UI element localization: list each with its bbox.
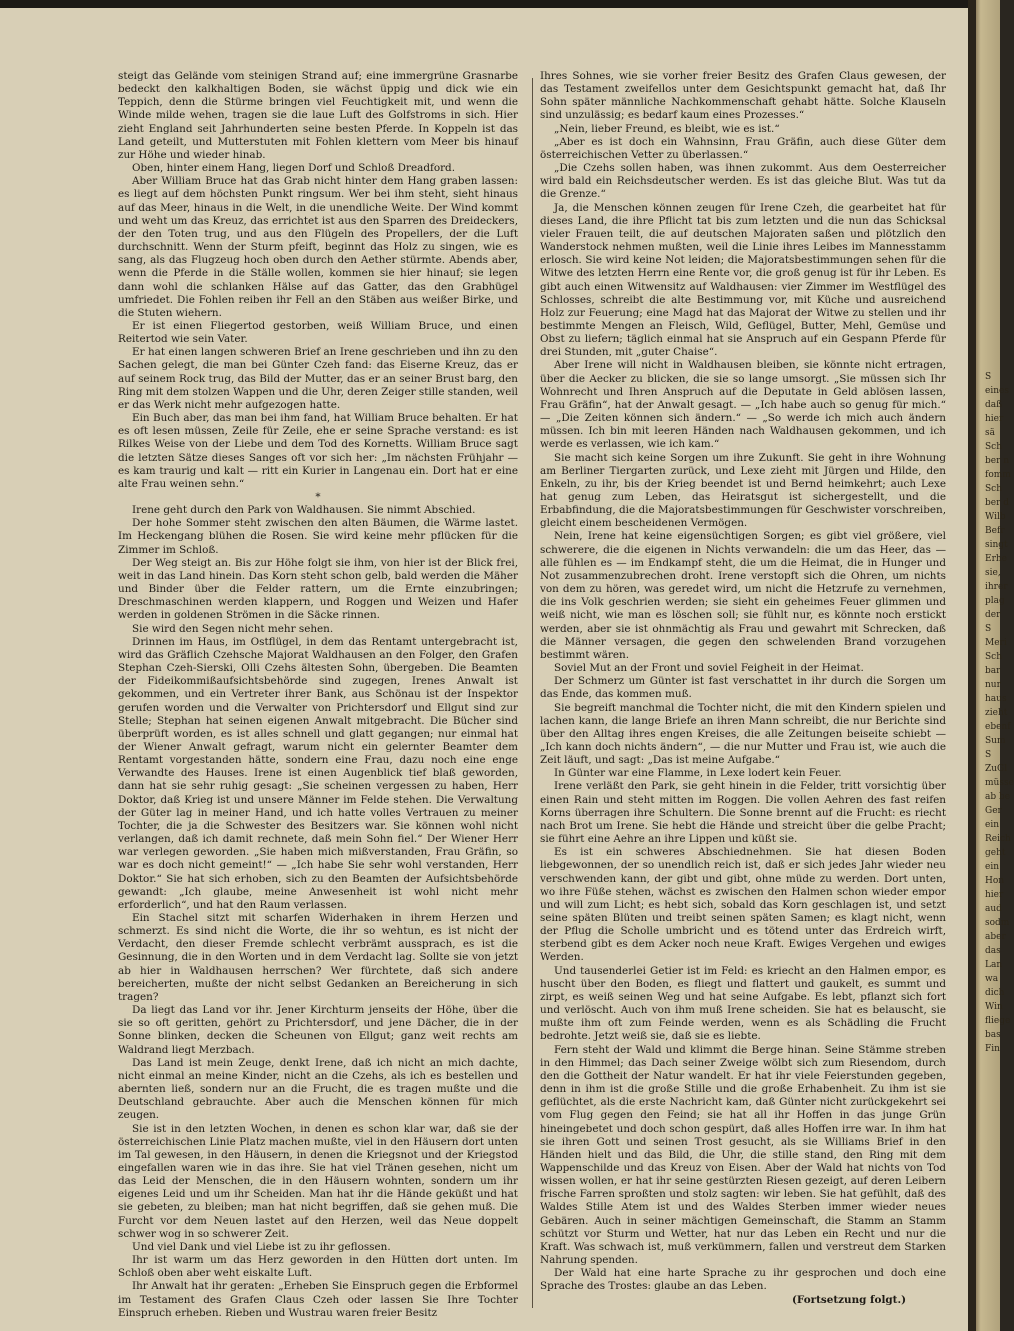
paragraph: Soviel Mut an der Front und soviel Feigheit in der Heimat. [554, 662, 864, 675]
paragraph: steigt das Gelände vom steinigen Strand auf; eine immergrüne Grasnarbe bedeckt den kalkhaltigen Boden, sie wächst üppig und dick wie ein Teppich, denn die Stürme bringen viel Feuchtigkeit mit, und wenn die Winde milde wehen, tragen sie die laue Luft des Golfstroms in sich. Hier zieht England seit Jahrhunderten seine besten Pferde. In Koppeln ist das Land geteilt, und Mutterstuten mit Fohlen klettern vom Meer bis hinauf zur Höhe und wieder hinab. [118, 70, 518, 161]
edge-fragment: der [985, 610, 1001, 620]
paragraph: Ein Stachel sitzt mit scharfen Widerhaken in ihrem Herzen und schmerzt. Es sind nicht die Worte, die ihr so wehtun, es ist nicht der Verdacht, den dieser Fremde schlecht verbrämt aussprach, es ist die Gesinnung, die in den Worten und in dem Verdacht lag. Sollte sie von jetzt ab hier in Waldhausen herrschen? Wer fürchtete, daß sich andere bereicherten, mußte der nicht selbst Gedanken an Bereicherung in sich tragen? [118, 912, 518, 1003]
paragraph: „Aber es ist doch ein Wahnsinn, Frau Gräfin, auch diese Güter dem österreichischen Vetter zu überlassen.“ [540, 135, 946, 161]
edge-fragment: S [985, 750, 992, 760]
edge-fragment: das [985, 946, 1001, 956]
edge-fragment: hier [985, 414, 1004, 424]
edge-fragment: fliege [985, 1016, 1011, 1026]
paragraph: Fern steht der Wald und klimmt die Berge hinan. Seine Stämme streben in den Himmel; das Dach seiner Zweige wölbt sich zum Riesendom, durch den die Gottheit der Natur wandelt. Er hat ihr viele Feierstunden gegeben, denn in ihm ist die große Stille und die große Erhabenheit. Zu ihm ist sie geflüchtet, als die erste Nachricht kam, daß Günter nicht zurückgekehrt sei vom Flug gegen den Feind; sie hat all ihr Hoffen in das junge Grün hineingebetet und doch schon gespürt, daß alles Hoffen irre war. In ihm hat sie ihren Gott und seinen Trost gesucht, als sie Williams Brief in den Händen hielt und das Bild, die Uhr, die stille stand, den Ring mit dem Wappenschilde und das Kreuz von Eisen. Aber der Wald hat nichts von Tod wissen wollen, er hat ihr seine gestürzten Riesen gezeigt, auf deren Leibern frische Farren sproßten und stolz sagten: wir leben. Sie hat gefühlt, daß des Waldes Stille Atem ist und des Waldes Sterben immer wieder neues Gebären. Auch in seiner mächtigen Gemeinschaft, die Stamm an Stamm schützt vor Sturm und Wetter, hat nur das Leben ein Recht und nur die Kraft. Was schwach ist, muß verkümmern, fallen und verstreut dem Starken Nahrung spenden. [540, 1043, 946, 1267]
paragraph: Sie macht sich keine Sorgen um ihre Zukunft. Sie geht in ihre Wohnung am Berliner Tiergarten zurück, und Lexe zieht mit Jürgen und Hilde, den Enkeln, zu ihr, bis der Krieg beendet ist und Bernd heimkehrt; auch Lexe hat genug zum Leben, das Heiratsgut ist sichergestellt, und die Erbabfindung, die die Majoratsbestimmungen für Geschwister vorschreiben, gleicht einem bescheidenen Vermögen. [540, 451, 946, 530]
edge-fragment: sodm [985, 918, 1010, 928]
edge-fragment: hier [985, 890, 1004, 900]
paragraph: Der Wald hat eine harte Sprache zu ihr gesprochen und doch eine Sprache des Trostes: glaube an das Leben. [540, 1267, 946, 1293]
paragraph: Das Land ist mein Zeuge, denkt Irene, daß ich nicht an mich dachte, nicht einmal an meine Kinder, nicht an die Czehs, als ich es bestellen und abernten ließ, sondern nur an die Frucht, die es tragen mußte und die Deutschland gebrauchte. Aber auch die Menschen können für mich zeugen. [118, 1056, 518, 1122]
edge-fragment: ihrer [985, 582, 1008, 592]
edge-fragment: S [985, 624, 992, 634]
right-column [540, 70, 946, 1307]
edge-fragment: Sch [985, 442, 1003, 452]
paragraph: (Fortsetzung folgt.) [791, 1293, 906, 1306]
edge-fragment: ebenf [985, 722, 1011, 732]
left-column [118, 70, 518, 1320]
paragraph: * [315, 491, 321, 503]
edge-fragment: Ger [985, 806, 1002, 816]
paragraph: Aber William Bruce hat das Grab nicht hinter dem Hang graben lassen: es liegt auf dem höchsten Punkt ringsum. Wer bei ihm steht, sieht hinaus auf das Meer, hinaus in die Welt, in die unendliche Weite. Der Wind kommt und weht um das Kreuz, das errichtet ist aus den Sparren des Dreideckers, der den Toten trug, und aus den Flügeln des Propellers, der die Luft durchschnitt. Wenn der Sturm pfeift, beginnt das Holz zu singen, wie es sang, als das Flugzeug hoch oben durch den Aether stürmte. Abends aber, wenn die Pferde in die Ställe wollen, kommen sie hier hinauf; sie legen dann wohl die schlanken Hälse auf das Gatter, das den Grabhügel umfriedet. Die Fohlen reiben ihr Fell an den Stäben aus weißer Birke, und die Stuten wiehern. [118, 175, 518, 319]
edge-fragment: Fin [985, 1044, 1000, 1054]
edge-fragment: nur [985, 680, 1001, 690]
paragraph: Sie ist in den letzten Wochen, in denen es schon klar war, daß sie der österreichischen Linie Platz machen mußte, viel in den Häusern dort unten im Tal gewesen, in den Häusern, in denen die Kriegsnot und der Kriegstod eingefallen waren wie in das ihre. Sie hat viel Tränen gesehen, nicht um das Leid der Menschen, die in den Häusern wohnten, sondern um ihr eigenes Leid und um ihr Scheiden. Man hat ihr die Hände geküßt und hat sie gebeten, zu bleiben; man hat nicht begriffen, daß sie gehen muß. Die Furcht vor dem Neuen lastet auf den Herzen, weil das Neue doppelt schwer wog in so schwerer Zeit. [118, 1122, 518, 1240]
edge-fragment: sä [985, 428, 995, 438]
column-divider [532, 78, 533, 1308]
edge-fragment: geht [985, 848, 1006, 858]
paragraph: Aber Irene will nicht in Waldhausen bleiben, sie könnte nicht ertragen, über die Aecker zu blicken, die sie so lange umsorgt. „Sie müssen sich Ihr Wohnrecht und Ihren Anspruch auf die Deputate in Geld ablösen lassen, Frau Gräfin“, hat der Anwalt gesagt. — „Ich habe auch so genug für mich.“ — „Die Zeiten können sich ändern.“ — „So werde ich mich auch ändern müssen. Ich bin mit leeren Händen nach Waldhausen gekommen, und ich werde es verlassen, wie ich kam.“ [540, 359, 946, 451]
edge-fragment: sie, [985, 568, 1001, 578]
edge-fragment: Hon [985, 876, 1005, 886]
edge-fragment: singt [985, 540, 1008, 550]
edge-fragment: Reich [985, 834, 1011, 844]
edge-fragment: Erhe [985, 554, 1007, 564]
edge-fragment: wa [985, 974, 999, 984]
paragraph: Der hohe Sommer steht zwischen den alten Bäumen, die Wärme lastet. Im Heckengang blühen die Rosen. Sie wird keine mehr pflücken für die Zimmer im Schloß. [118, 517, 518, 556]
paragraph: Irene verläßt den Park, sie geht hinein in die Felder, tritt vorsichtig über einen Rain und steht mitten im Roggen. Die vollen Aehren des fast reifen Korns überragen ihre Schultern. Die Sonne brennt auf die Frucht: es riecht nach Brot um Irene. Sie hebt die Hände und streicht über die gelbe Pracht; sie führt eine Aehre an ihre Lippen und küßt sie. [540, 780, 946, 846]
edge-fragment: Sch [985, 652, 1003, 662]
edge-fragment: bas [985, 1030, 1001, 1040]
edge-fragment: Meri [985, 638, 1007, 648]
edge-fragment: zieht [985, 708, 1008, 718]
paragraph: Irene geht durch den Park von Waldhausen. Sie nimmt Abschied. [132, 504, 476, 517]
paragraph: Und tausenderlei Getier ist im Feld: es kriecht an den Halmen empor, es huscht über den Boden, es fliegt und flattert und gaukelt, es summt und zirpt, es weiß seinen Weg und hat seine Aufgabe. Es lebt, pflanzt sich fort und verlöscht. Auch von ihm muß Irene scheiden. Sie hat es belauscht, sie mußte ihm oft zum Feinde werden, wenn es als Schädling die Frucht bedrohte. Jetzt weiß sie, daß sie es liebte. [540, 964, 946, 1043]
paragraph: Er hat einen langen schweren Brief an Irene geschrieben und ihn zu den Sachen gelegt, die man bei Günter Czeh fand: das Eiserne Kreuz, das er auf seinem Rock trug, das Bild der Mutter, das er an seiner Brust barg, den Ring mit dem stolzen Wappen und die Uhr, deren Zeiger stille standen, weil er das Werk nicht mehr aufgezogen hatte. [118, 346, 518, 411]
edge-fragment: ein [985, 820, 1000, 830]
paragraph: „Die Czehs sollen haben, was ihnen zukommt. Aus dem Oesterreicher wird bald ein Reichsdeutscher werden. Es ist das gleiche Blut. Was tut da die Grenze.“ [540, 162, 946, 201]
paragraph: Und viel Dank und viel Liebe ist zu ihr geflossen. [132, 1240, 391, 1253]
edge-fragment: S [985, 372, 992, 382]
spine-shadow [968, 0, 976, 1331]
paragraph: Da liegt das Land vor ihr. Jener Kirchturm jenseits der Höhe, über die sie so oft geritten, gehört zu Prichtersdorf, und jene Dächer, die in der Sonne blinken, decken die Scheunen von Ellgut; ganz weit rechts am Waldrand liegt Merzbach. [118, 1004, 518, 1056]
edge-fragment: fomm [985, 470, 1011, 480]
edge-fragment: ber n [985, 456, 1010, 466]
edge-fragment: ein [985, 862, 1000, 872]
edge-fragment: plag [985, 596, 1005, 606]
paragraph: Es ist ein schweres Abschiednehmen. Sie hat diesen Boden liebgewonnen, der so unendlich reich ist, daß er sich jedes Jahr wieder neu verschwenden kann, der gibt und gibt, ohne müde zu werden. Dort unten, wo ihre Füße stehen, wächst es zwischen den Halmen schon wieder empor und will zum Licht; es hebt sich, sobald das Korn geschlagen ist, und setzt seine späten Blüten und treibt seinen späten Samen; es klagt nicht, wenn der Pflug die Scholle umbricht und es tötend unter das Erdreich wirft, sterbend gibt es dem Acker noch neue Kraft. Ewiges Vergehen und ewiges Werden. [540, 846, 946, 964]
edge-fragment: ber d [985, 498, 1010, 508]
paragraph: Ihr ist warm um das Herz geworden in den Hütten dort unten. Im Schloß oben aber weht eiskalte Luft. [118, 1254, 518, 1280]
edge-fragment: bar [985, 666, 1001, 676]
adjacent-page-edge [985, 370, 1014, 1270]
edge-fragment: aud [985, 904, 1002, 914]
top-edge [0, 0, 1000, 8]
edge-fragment: Sum [985, 736, 1006, 746]
edge-fragment: Befr [985, 526, 1005, 536]
edge-fragment: dich [985, 988, 1005, 998]
paragraph: Ihres Sohnes, wie sie vorher freier Besitz des Grafen Claus gewesen, der das Testament zweifellos unter dem Gesichtspunkt gemacht hat, daß Ihr Sohn später männliche Nachkommenschaft gehabt hätte. Solche Klauseln sind unzulässig; es bedarf kaum eines Prozesses.“ [540, 70, 946, 122]
paragraph: Nein, Irene hat keine eigensüchtigen Sorgen; es gibt viel größere, viel schwerere, die die eigenen in Nichts verwandeln: die um das Heer, das — alle fühlen es — im Endkampf steht, die um die Heimat, die in Hunger und Not zusammenzubrechen droht. Irene verstopft sich die Ohren, um nichts von dem zu hören, was geredet wird, um nicht die Hetzrufe zu vernehmen, die ins Volk geschrien werden; sie sieht ein geheimes Feuer glimmen und weiß nicht, wie man es löschen soll; sie fühlt nur, es könnte noch erstickt werden, aber sie ist ohnmächtig als Frau und gewahrt mit Schrecken, daß die Männer versagen, die gegen den schwelenden Brand vorzugehen bestimmt wären. [540, 530, 946, 661]
paragraph: Der Schmerz um Günter ist fast verschattet in ihr durch die Sorgen um das Ende, das kommen muß. [540, 675, 946, 701]
paragraph: Der Weg steigt an. Bis zur Höhe folgt sie ihm, von hier ist der Blick frei, weit in das Land hinein. Das Korn steht schon gelb, bald werden die Mäher und Binder über die Felder rattern, um die Ernte einzubringen; Dreschmaschinen werden klappern, und Roggen und Weizen und Hafer werden in goldenen Strömen in die Säcke rinnen. [118, 556, 518, 622]
edge-fragment: haus [985, 694, 1007, 704]
edge-fragment: eines [985, 386, 1009, 396]
paragraph: Er ist einen Fliegertod gestorben, weiß William Bruce, und einen Reitertod wie sein Vater. [118, 319, 518, 346]
paragraph: Sie begreift manchmal die Tochter nicht, die mit den Kindern spielen und lachen kann, die lange Briefe an ihren Mann schreibt, die nur Berichte sind über den Alltag ihres engen Kreises, die alle Zeitungen beiseite schiebt — „Ich kann doch nichts ändern“, — die nur Mutter und Frau ist, wie auch die Zeit läuft, und sagt: „Das ist meine Aufgabe.“ [540, 701, 946, 767]
edge-fragment: Lan [985, 960, 1003, 970]
edge-fragment: Win [985, 1002, 1003, 1012]
paragraph: Ihr Anwalt hat ihr geraten: „Erheben Sie Einspruch gegen die Erbformel im Testament des Grafen Claus Czeh oder lassen Sie Ihre Tochter Einspruch erheben. Rieben und Wustrau waren freier Besitz [118, 1280, 518, 1319]
edge-fragment: ab be [985, 792, 1011, 802]
edge-fragment: ZuGl [985, 764, 1008, 774]
edge-fragment: Wilb [985, 512, 1006, 522]
paragraph: In Günter war eine Flamme, in Lexe lodert kein Feuer. [554, 767, 842, 780]
paragraph: „Nein, lieber Freund, es bleibt, wie es ist.“ [554, 122, 780, 135]
paragraph: Ja, die Menschen können zeugen für Irene Czeh, die gearbeitet hat für dieses Land, die ihre Pflicht tat bis zum letzten und die nun das Schicksal vieler Frauen teilt, die auf deutschen Majoraten saßen und plötzlich den Wanderstock nehmen mußten, weil die Linie ihres Leibes im Mannesstamm erlosch. Sie wird keine Not leiden; die Majoratsbestimmungen sehen für die Witwe des letzten Herrn eine Rente vor, die groß genug ist für ihr Leben. Es gibt auch einen Witwensitz auf Waldhausen: vier Zimmer im Westflügel des Schlosses, schreibt die alte Bestimmung vor, mit Küche und ausreichend Holz zur Feuerung; eine Magd hat das Majorat der Witwe zu stellen und ihr bestimmte Mengen an Fleisch, Wild, Geflügel, Butter, Mehl, Gemüse und Obst zu liefern; täglich einmal hat sie Anspruch auf ein Gespann Pferde für drei Stunden, mit „guter Chaise“. [540, 201, 946, 359]
edge-fragment: müsse [985, 778, 1014, 788]
paragraph: Oben, hinter einem Hang, liegen Dorf und Schloß Dreadford. [132, 162, 455, 175]
edge-fragment: daß [985, 400, 1003, 410]
paragraph: Ein Buch aber, das man bei ihm fand, hat William Bruce behalten. Er hat es oft lesen müssen, Zeile für Zeile, ehe er seine Sprache verstand: es ist Rilkes Weise von der Liebe und dem Tod des Kornetts. William Bruce sagt die letzten Sätze dieses Sanges oft vor sich her: „Im nächsten Frühjahr — es kam traurig und kalt — ritt ein Kurier in Langenau ein. Dort hat er eine alte Frau weinen sehn.“ [118, 412, 518, 490]
edge-fragment: Sch [985, 484, 1003, 494]
edge-fragment: aber [985, 932, 1006, 942]
paragraph: Drinnen im Haus, im Ostflügel, in dem das Rentamt untergebracht ist, wird das Gräflich Czehsche Majorat Waldhausen an den Folger, den Grafen Stephan Czeh-Sierski, Olli Czehs ältesten Sohn, übergeben. Die Beamten der Fideikommißaufsichtsbehörde sind zugegen, Irenes Anwalt ist gekommen, und ein Vertreter ihrer Bank, aus Schönau ist der Inspektor gerufen worden und die Verwalter von Prichtersdorf und Ellgut sind zur Stelle; Stephan hat seinen eigenen Anwalt mitgebracht. Die Bücher sind überprüft worden, es ist alles schnell und glatt gegangen; nur einmal hat der Wiener Anwalt gefragt, warum nicht ein gelernter Beamter dem Rentamt vorgestanden hätte, sondern eine Frau, dazu noch eine enge Verwandte des Hauses. Irene ist einen Augenblick tief blaß geworden, dann hat sie sehr ruhig gesagt: „Sie scheinen vergessen zu haben, Herr Doktor, daß Krieg ist und unsere Männer im Felde stehen. Die Verwaltung der Güter lag in meiner Hand, und ich hatte volles Vertrauen zu meiner Tochter, die ja die Schwester des Besitzers war. Sie können wohl nicht verlangen, daß ich damit rechnete, daß mein Sohn fiel.“ Der Wiener Herr war verlegen geworden. „Sie haben mich mißverstanden, Frau Gräfin, so war es doch nicht gemeint!“ — „Ich habe Sie sehr wohl verstanden, Herr Doktor.“ Sie hat sich erhoben, sich zu den Beamten der Aufsichtsbehörde gewandt: „Ich glaube, meine Anwesenheit ist wohl nicht mehr erforderlich“, und hat den Raum verlassen. [118, 635, 518, 911]
paragraph: Sie wird den Segen nicht mehr sehen. [132, 622, 334, 635]
